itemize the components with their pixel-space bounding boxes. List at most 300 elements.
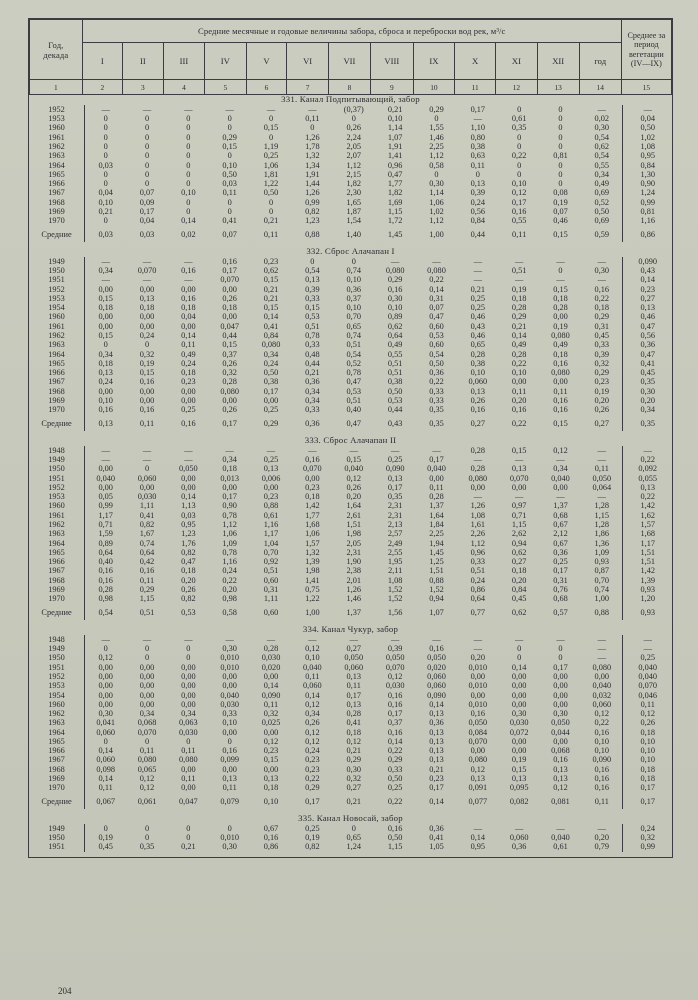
row-value: 0 [558, 160, 563, 170]
row-value: 0,00 [98, 662, 113, 672]
row-value: 0,21 [346, 746, 362, 756]
row-value: 0,50 [387, 386, 403, 396]
row-value: 0,18 [222, 303, 237, 313]
row-value: 0 [186, 141, 191, 151]
row-value: 0,16 [553, 405, 568, 415]
row-value: 0,20 [470, 653, 486, 663]
row-value: 1,15 [511, 520, 527, 530]
row-season-value: 0,20 [623, 396, 672, 405]
row-value: 0,29 [305, 783, 320, 793]
row-value: 0,00 [594, 671, 610, 681]
row-year: 1963 [29, 718, 85, 727]
row-value: 0,53 [346, 386, 362, 396]
row-value: 0 [186, 132, 191, 142]
row-season-value: 0,47 [623, 350, 672, 359]
row-value: 0,11 [305, 114, 320, 124]
row-value: 1,52 [429, 585, 444, 594]
row-value: — [225, 634, 234, 644]
row-value: — [184, 445, 193, 455]
row-value: 1,22 [305, 594, 320, 604]
row-value: 0,063 [179, 718, 198, 728]
row-value: 0 [227, 823, 232, 833]
row-value: 2,13 [387, 520, 403, 530]
row-season-value: 0,95 [623, 151, 672, 160]
row-value: 0,00 [511, 736, 527, 746]
header-num-2: 2 [82, 80, 122, 95]
row-value: 0 [558, 644, 563, 654]
row-value: 0,18 [181, 566, 196, 576]
row-value: 0,16 [222, 746, 237, 756]
section-title-row [29, 814, 672, 824]
row-year: 1966 [29, 557, 85, 566]
row-value: 0,33 [305, 405, 320, 415]
row-value: 0,00 [222, 312, 237, 322]
row-value: 0,17 [387, 482, 403, 492]
row-value: 0,34 [594, 169, 610, 179]
table-row [29, 464, 672, 473]
row-value: — [308, 634, 317, 644]
row-value: 1,37 [553, 501, 568, 511]
row-year: 1948 [29, 446, 85, 455]
row-value: 0,28 [98, 585, 113, 594]
row-season-value: 0,56 [623, 331, 672, 340]
row-value: 0,25 [553, 557, 568, 567]
row-value: — [597, 275, 606, 285]
header-num-10: 10 [413, 80, 454, 95]
row-value: 0,00 [98, 671, 113, 681]
table-row [29, 133, 672, 142]
row-value: 0,12 [346, 473, 362, 483]
row-value: 0,81 [553, 151, 568, 161]
row-value: 0 [186, 151, 191, 161]
row-value: 0,98 [98, 594, 113, 604]
row-value: — [597, 644, 606, 654]
row-season-value: 0,092 [623, 464, 672, 473]
row-value: 0,28 [222, 377, 237, 387]
row-value: 1,54 [346, 216, 362, 226]
section-title-row [29, 625, 672, 635]
row-value: 0,41 [222, 216, 237, 226]
row-value: 0,74 [139, 538, 155, 548]
row-value: 0,12 [305, 644, 320, 654]
row-value: 0,98 [222, 594, 237, 604]
row-value: 0 [186, 197, 191, 207]
row-value: — [391, 256, 400, 266]
row-value: 0,00 [139, 386, 155, 396]
row-value: 1,39 [305, 557, 320, 567]
row-value: 0,00 [511, 377, 527, 387]
row-season-value: 0,99 [623, 198, 672, 207]
row-value: 0,050 [179, 464, 198, 474]
row-value: 0,36 [553, 547, 568, 557]
row-value: 0,38 [387, 377, 403, 387]
row-value: 0,97 [511, 501, 527, 511]
row-value: 0,12 [305, 736, 320, 746]
row-value: 0,11 [98, 783, 113, 793]
row-value: 2,07 [346, 151, 362, 161]
row-value: 0,10 [98, 395, 113, 405]
row-value: 0,080 [592, 662, 612, 672]
row-value: 0,23 [594, 377, 610, 387]
row-value: 0,18 [98, 358, 113, 368]
row-value: 1,46 [346, 594, 362, 604]
mean-value: 0,061 [137, 796, 157, 806]
row-value: 0,17 [553, 566, 568, 576]
row-value: 1,08 [387, 575, 403, 585]
row-value: 2,26 [470, 529, 486, 539]
row-value: 0,14 [263, 312, 279, 322]
row-value: 1,78 [305, 141, 320, 151]
row-value: 0,15 [511, 764, 527, 774]
row-value: 0 [103, 179, 108, 189]
row-season-value: 0,46 [623, 312, 672, 321]
row-value: 0,00 [181, 699, 196, 709]
row-value: 0 [103, 151, 108, 161]
table-row [29, 691, 672, 700]
row-value: 0,00 [181, 671, 196, 681]
row-season-value: 1,24 [623, 188, 672, 197]
row-value: 0,00 [139, 699, 155, 709]
mean-value: 0,02 [181, 229, 196, 239]
row-value: 0 [227, 123, 232, 133]
row-value: 0,74 [346, 266, 362, 276]
row-value: — [597, 634, 606, 644]
row-value: 0,89 [387, 312, 403, 322]
row-value: 0,14 [470, 833, 486, 843]
row-value: 1,12 [346, 160, 362, 170]
row-value: 0,00 [98, 699, 113, 709]
row-value: 1,28 [594, 501, 610, 511]
row-value: 0,96 [387, 160, 403, 170]
row-value: — [308, 104, 317, 114]
table-row [29, 446, 672, 455]
row-value: 0,090 [261, 690, 281, 700]
row-value: 0,90 [222, 501, 237, 511]
row-value: 0,22 [429, 377, 444, 387]
row-value: — [184, 455, 193, 465]
row-value: 1,34 [305, 160, 320, 170]
row-value: 0,16 [553, 358, 568, 368]
table-row [29, 728, 672, 737]
row-value: 0,17 [387, 709, 403, 719]
row-year: 1961 [29, 133, 85, 142]
row-value: 0 [558, 141, 563, 151]
row-value: 0,21 [387, 104, 403, 114]
row-value: — [473, 492, 482, 502]
row-value: — [184, 634, 193, 644]
row-value: 0,060 [509, 833, 529, 843]
row-value: 0,10 [470, 368, 486, 378]
mean-value: 0,15 [553, 418, 568, 428]
row-value: 0,070 [137, 266, 157, 276]
row-value: 0,14 [181, 492, 196, 502]
row-year: 1953 [29, 681, 85, 690]
row-value: 0,15 [553, 284, 568, 294]
header-num-3: 3 [123, 80, 164, 95]
row-value: 1,55 [429, 123, 444, 133]
row-value: 0,51 [387, 368, 403, 378]
row-value: 0,16 [594, 783, 610, 793]
row-value: 0,51 [305, 321, 320, 331]
table-row [29, 170, 672, 179]
row-value: 0,46 [470, 331, 486, 340]
row-value: 1,82 [387, 188, 403, 198]
row-value: 0,18 [594, 303, 610, 313]
row-value: 0,11 [429, 482, 444, 492]
row-season-value: 0,11 [623, 700, 672, 709]
row-value: 0,23 [305, 764, 320, 774]
row-value: 0,18 [346, 727, 362, 737]
row-value: 0 [186, 123, 191, 133]
row-value: 0,33 [222, 709, 237, 719]
row-value: — [597, 653, 606, 663]
table-row [29, 737, 672, 746]
row-year: 1967 [29, 377, 85, 386]
header-year-decade [30, 20, 83, 80]
row-value: 1,19 [263, 141, 279, 151]
table-row [29, 774, 672, 783]
row-value: 0,030 [220, 699, 240, 709]
header-decade-label: декада [43, 49, 69, 60]
table-row [29, 266, 672, 275]
row-year: 1953 [29, 294, 85, 303]
row-value: 0,15 [263, 755, 279, 765]
row-value: 1,94 [429, 538, 444, 548]
table-row [29, 529, 672, 538]
row-year: 1961 [29, 511, 85, 520]
row-value: 0,27 [511, 557, 527, 567]
row-season-value: 1,68 [623, 529, 672, 538]
row-value: 0,00 [263, 764, 279, 774]
mean-label: Средние [29, 793, 85, 809]
row-value: 0 [103, 132, 108, 142]
row-season-value: 1,62 [623, 511, 672, 520]
table-row [29, 455, 672, 464]
row-season-value: 1,20 [623, 594, 672, 603]
row-value: 0,00 [139, 662, 155, 672]
table-row [29, 114, 672, 123]
row-season-value: 0,22 [623, 455, 672, 464]
row-season-value: 0,81 [623, 207, 672, 216]
row-value: 0,21 [181, 842, 196, 852]
row-value: 0,12 [346, 736, 362, 746]
row-value: 1,61 [470, 520, 486, 530]
row-value: 1,26 [470, 501, 486, 511]
row-value: 0,040 [96, 473, 116, 483]
row-value: 0,070 [137, 727, 157, 737]
row-value: 0,26 [222, 358, 237, 368]
row-value: 2,25 [429, 529, 444, 539]
row-value: — [184, 256, 193, 266]
row-value: 0,010 [220, 662, 240, 672]
row-value: 0,30 [222, 842, 237, 852]
row-year: 1954 [29, 691, 85, 700]
row-value: 2,30 [346, 188, 362, 198]
mean-value: 0,17 [305, 796, 320, 806]
row-value: — [473, 275, 482, 285]
row-value: 0,34 [305, 395, 320, 405]
row-value: 1,02 [429, 206, 444, 216]
row-value: 0,37 [222, 349, 237, 359]
mean-value: 0,15 [553, 229, 568, 239]
row-value: 0,03 [98, 160, 113, 170]
row-value: 0,006 [261, 473, 281, 483]
row-value: 0,28 [553, 303, 568, 313]
row-value: 0,17 [470, 104, 486, 114]
row-value: 0,21 [98, 206, 113, 216]
row-value: 0,37 [387, 718, 403, 728]
row-value: 0,89 [98, 538, 113, 548]
row-value: 0,69 [594, 188, 610, 198]
row-value: 0,00 [181, 473, 196, 483]
row-value: 0,54 [305, 266, 320, 276]
row-value: 0,15 [222, 141, 237, 151]
row-value: 1,42 [305, 501, 320, 511]
row-season-value: 1,08 [623, 142, 672, 151]
row-value: 0,78 [346, 368, 362, 378]
row-value: — [473, 455, 482, 465]
row-value: 0,35 [139, 842, 155, 852]
row-season-value: 1,30 [623, 170, 672, 179]
row-year: 1963 [29, 151, 85, 160]
row-value: 1,09 [222, 538, 237, 548]
row-value: 0,17 [553, 662, 568, 672]
row-value: 0,61 [553, 842, 568, 852]
row-season-value: 0,24 [623, 824, 672, 833]
row-value: 0 [227, 114, 232, 124]
row-value: 1,32 [305, 151, 320, 161]
row-value: 0 [186, 833, 191, 843]
row-value: 0,22 [387, 746, 403, 756]
row-value: 0 [144, 179, 150, 189]
row-value: — [391, 445, 400, 455]
row-season-value: 1,39 [623, 576, 672, 585]
row-year: 1949 [29, 644, 85, 653]
mean-value: 0,35 [429, 418, 444, 428]
row-value: 0,00 [181, 284, 196, 294]
mean-season-value: 0,93 [623, 604, 672, 620]
row-value: 1,64 [346, 501, 362, 511]
row-value: 1,41 [305, 575, 320, 585]
row-value: 0,24 [139, 331, 155, 340]
header-month-9: IX [413, 43, 454, 80]
row-value: 0,54 [594, 132, 610, 142]
table-row [29, 520, 672, 529]
table-row [29, 548, 672, 557]
row-value: 0,70 [263, 547, 279, 557]
row-value: 0,21 [263, 284, 279, 294]
mean-value: 0,54 [98, 607, 113, 617]
row-value: — [142, 445, 152, 455]
row-value: 1,06 [429, 197, 444, 207]
row-year: 1960 [29, 312, 85, 321]
row-year: 1952 [29, 285, 85, 294]
row-value: 0,84 [470, 216, 486, 226]
row-value: 0,38 [470, 141, 486, 151]
table-row [29, 198, 672, 207]
row-value: — [597, 256, 606, 266]
row-value: 0,095 [509, 783, 529, 793]
row-value: 0,15 [346, 455, 362, 465]
row-value: 0,22 [511, 358, 527, 368]
row-value: 0,84 [511, 585, 527, 594]
row-value: 0,50 [263, 188, 279, 198]
mean-value: 0,51 [139, 607, 155, 617]
row-value: 0,18 [222, 464, 237, 474]
row-season-value: 0,12 [623, 709, 672, 718]
row-value: 0,49 [181, 349, 196, 359]
row-value: 0,10 [305, 653, 320, 663]
row-value: 0 [186, 736, 191, 746]
row-value: 0,070 [385, 662, 405, 672]
row-value: 1,14 [429, 188, 444, 198]
row-value: 0,070 [468, 736, 488, 746]
row-value: 0,46 [553, 216, 568, 226]
row-value: — [142, 104, 152, 114]
row-value: 0,37 [346, 293, 362, 303]
row-value: — [101, 455, 110, 465]
row-value: — [473, 823, 482, 833]
row-value: 0 [558, 123, 563, 133]
row-value: 0,23 [263, 256, 279, 266]
row-value: 1,64 [429, 510, 444, 520]
row-value: 0 [434, 114, 439, 124]
row-value: 0 [186, 169, 191, 179]
row-value: 0,30 [429, 179, 444, 189]
header-month-12: XII [537, 43, 579, 80]
row-season-value: 0,34 [623, 405, 672, 414]
row-value: 1,12 [429, 151, 444, 161]
row-value: 0,22 [429, 275, 444, 285]
row-value: 0,00 [139, 690, 155, 700]
row-value: 0,00 [305, 473, 320, 483]
row-value: 1,26 [305, 188, 320, 198]
row-value: 0,42 [139, 557, 155, 567]
row-year: 1965 [29, 548, 85, 557]
row-value: — [556, 492, 565, 502]
row-season-value: 1,57 [623, 520, 672, 529]
row-value: 0,28 [429, 492, 444, 502]
table-row [29, 594, 672, 603]
row-value: 1,59 [98, 529, 113, 539]
row-value: 1,52 [387, 594, 403, 604]
row-value: 0,17 [139, 206, 155, 216]
row-value: 0,50 [429, 358, 444, 368]
mean-value: 0,082 [509, 796, 529, 806]
row-value: 0,00 [553, 482, 568, 492]
row-value: 0,25 [305, 823, 320, 833]
mean-value: 0,067 [96, 796, 116, 806]
row-value: 1,08 [470, 510, 486, 520]
row-value: 0 [144, 114, 150, 124]
row-value: 1,69 [387, 197, 403, 207]
row-value: 1,36 [594, 538, 610, 548]
row-value: 0,21 [305, 368, 320, 378]
row-value: 1,77 [305, 510, 320, 520]
row-value: 0 [268, 197, 274, 207]
row-value: 0,50 [263, 368, 279, 378]
row-value: 0,94 [429, 594, 444, 604]
row-value: 0,43 [470, 321, 486, 331]
table-row [29, 303, 672, 312]
row-value: 0,64 [98, 547, 113, 557]
row-year: 1968 [29, 765, 85, 774]
row-value: 1,23 [181, 529, 196, 539]
row-value: 0,51 [511, 266, 527, 276]
row-value: 0,13 [263, 464, 279, 474]
row-value: 0 [103, 216, 108, 226]
row-value: 0,25 [470, 293, 486, 303]
